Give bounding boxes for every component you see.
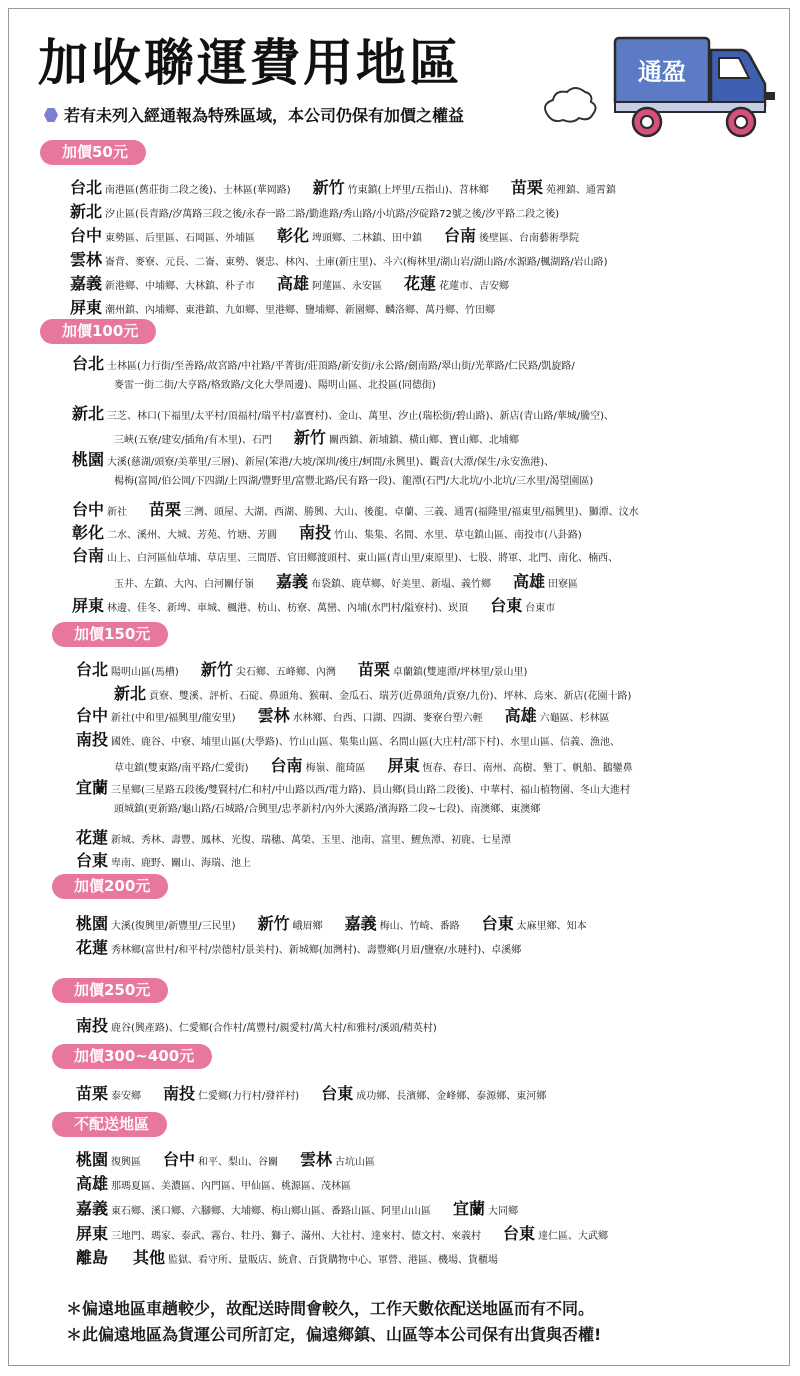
area-list: 尖石鄉、五峰鄉、內灣 [235,667,336,678]
area-list: 汐止區(長青路/汐萬路三段之後/永春一路二路/勤進路/秀山路/小坑路/汐碇路72號之後/汐平路二段之後) [105,209,560,220]
area-list: 台東市 [525,603,556,614]
city-name: 新竹 [293,428,326,447]
city-name: 高雄 [76,1174,109,1193]
area-line [76,1084,546,1107]
area-line [70,274,509,297]
area-list: 東石鄉、溪口鄉、六腳鄉、大埔鄉、梅山鄉山區、番路山區、阿里山山區 [111,1206,432,1217]
area-list: 田寮區 [548,579,579,590]
area-list: 新城、秀林、壽豐、鳳林、光復、瑞穗、萬榮、玉里、池南、富里、鯉魚潭、初鹿、七星潭 [111,835,512,846]
surcharge-badge: 加價300~400元 [52,1044,212,1069]
area-list: 卑南、鹿野、關山、海瑞、池上 [111,858,252,869]
area-list: 大溪(慈湖/頭寮/美華里/三層)、新屋(笨港/大坡/深圳/後庄/蚵間/永興里)、觀音(大潭/保生/永安漁港)、 [107,457,555,468]
page-title: 加收聯運費用地區 [38,34,462,92]
city-name: 台中 [76,706,109,725]
area-line [76,1174,351,1197]
area-list: 峨眉鄉 [292,921,323,932]
area-list: 竹東鎮(上坪里/五指山)、苕林鄉 [347,185,489,196]
city-name: 花蓮 [76,938,109,957]
area-list: 新社 [107,507,128,518]
city-name: 屏東 [387,756,420,775]
city-name: 彰化 [72,523,105,542]
area-line [114,428,519,451]
city-name: 桃園 [72,450,105,469]
city-name: 台東 [503,1224,536,1243]
area-list: 三峽(五寮/建安/插角/有木里)、石門 [114,435,272,446]
area-line [76,778,630,801]
area-line [70,178,616,201]
city-name: 台東 [490,596,523,615]
area-line [72,500,639,523]
city-name: 嘉義 [76,1199,109,1218]
area-list: 新港鄉、中埔鄉、大林鎮、朴子市 [105,281,256,292]
area-line [76,660,527,683]
area-line [70,298,495,321]
area-list: 布袋鎮、鹿草鄉、好美里、新塭、義竹鄉 [311,579,492,590]
city-name: 苗栗 [76,1084,109,1103]
city-name: 苗栗 [510,178,543,197]
area-line [114,756,633,779]
city-name: 台南 [72,546,105,565]
city-name: 嘉義 [70,274,103,293]
area-list: 六龜區、杉林區 [539,713,610,724]
area-line [114,684,631,707]
city-name: 台南 [270,756,303,775]
note-remote-delivery: ＊偏遠地區車趟較少，故配送時間會較久，工作天數依配送地區而有不同。 [66,1299,595,1318]
area-list: 水林鄉、台西、口湖、四湖、麥寮台塑六輕 [292,713,483,724]
area-list: 陽明山區(馬槽) [111,667,179,678]
city-name: 台南 [444,226,477,245]
city-name: 花蓮 [404,274,437,293]
area-list: 梅嶺、龍琦區 [305,763,366,774]
surcharge-badge: 加價50元 [40,140,146,165]
area-line [70,250,607,273]
area-line [76,1016,437,1039]
city-name: 離島 [76,1248,109,1267]
area-list: 恆春、春日、南州、高樹、墾丁、帆船、鵝鑾鼻 [422,763,633,774]
city-name: 雲林 [70,250,103,269]
area-line [70,202,559,225]
area-list: 麥雷一街二街/大亨路/格致路/文化大學周邊)、陽明山區、北投區(同德街) [114,380,436,391]
city-name: 台中 [72,500,105,519]
area-list: 南港區(舊莊街二段之後)、士林區(華岡路) [105,185,291,196]
subtitle-text: 若有未列入經通報為特殊區域，本公司仍保有加價之權益 [64,106,465,125]
city-name: 彰化 [277,226,310,245]
area-line [76,1224,608,1247]
surcharge-badge: 加價100元 [40,319,156,344]
city-name: 南投 [299,523,332,542]
area-line [76,1248,498,1271]
area-list: 山上、白河區仙草埔、草店里、三間厝、官田鄉渡頭村、東山區(青山里/東原里)、七股、將軍、北門、南化、楠西、 [107,553,619,564]
area-list: 那瑪夏區、美濃區、內門區、甲仙區、桃源區、茂林區 [111,1181,352,1192]
area-line [72,354,575,377]
area-line [76,1199,518,1222]
area-list: 秀林鄉(富世村/和平村/崇德村/景美村)、新城鄉(加灣村)、壽豐鄉(月眉/鹽寮/水璉村)、卓溪鄉 [111,945,522,956]
city-name: 台中 [70,226,103,245]
city-name: 南投 [76,1016,109,1035]
city-name: 南投 [163,1084,196,1103]
area-list: 成功鄉、長濱鄉、金峰鄉、泰源鄉、東河鄉 [356,1091,547,1102]
truck-label: 通盈 [638,58,686,86]
city-name: 嘉義 [276,572,309,591]
city-name: 台東 [321,1084,354,1103]
area-list: 梅山、竹崎、番路 [379,921,460,932]
area-line [114,800,540,820]
city-name: 宜蘭 [76,778,109,797]
area-list: 潮州鎮、內埔鄉、東港鎮、九如鄉、里港鄉、鹽埔鄉、新園鄉、麟洛鄉、萬丹鄉、竹田鄉 [105,305,496,316]
area-line [76,851,251,874]
surcharge-badge: 加價150元 [52,622,168,647]
area-list: 監獄、看守所、量販店、統倉、百貨購物中心、軍營、港區、機場、貨櫃場 [168,1255,499,1266]
area-line [76,1150,375,1173]
area-list: 阿蓮區、永安區 [312,281,383,292]
city-name: 台東 [481,914,514,933]
city-name: 新竹 [257,914,290,933]
city-name: 其他 [133,1248,166,1267]
city-name: 高雄 [504,706,537,725]
area-line [76,828,511,851]
area-list: 頭城鎮(更新路/龜山路/石城路/合興里/忠孝新村/內外大溪路/濱海路二段~七段)、南澳鄉、東澳鄉 [114,804,541,815]
area-list: 新社(中和里/福興里/龍安里) [111,713,236,724]
surcharge-badge: 不配送地區 [52,1112,167,1137]
city-name: 台北 [70,178,103,197]
city-name: 屏東 [72,596,105,615]
area-line [76,938,521,961]
area-line [72,450,554,473]
area-list: 三星鄉(三星路五段後/雙賢村/仁和村/中山路以西/電力路)、員山鄉(員山路二段後)、中華村、福山植物園、冬山大進村 [111,785,631,796]
city-name: 苗栗 [357,660,390,679]
area-list: 竹山、集集、名間、水里、草屯鎮山區、南投市(八卦路) [334,530,582,541]
city-name: 雲林 [300,1150,333,1169]
area-list: 苑裡鎮、通霄鎮 [545,185,616,196]
area-list: 三地門、瑪家、泰武、霧台、牡丹、獅子、滿州、大社村、達來村、德文村、來義村 [111,1231,482,1242]
area-list: 泰安鄉 [111,1091,142,1102]
area-list: 仁愛鄉(力行村/發祥村) [198,1091,300,1102]
area-list: 士林區(力行街/至善路/故宮路/中社路/平菁街/莊頂路/新安街/永公路/劍南路/翠山街/光華路/仁民路/凱旋路/ [107,361,575,372]
area-line [76,706,610,729]
area-line [72,523,582,546]
area-line [70,226,579,249]
city-name: 新北 [114,684,147,703]
city-name: 南投 [76,730,109,749]
area-list: 埤頭鄉、二林鎮、田中鎮 [312,233,423,244]
city-name: 宜蘭 [453,1199,486,1218]
city-name: 台北 [72,354,105,373]
city-name: 高雄 [513,572,546,591]
city-name: 屏東 [70,298,103,317]
city-name: 桃園 [76,1150,109,1169]
area-list: 古坑山區 [335,1157,376,1168]
area-list: 楊梅(富岡/伯公岡/下四湖/上四湖/豐野里/富豐北路/民有路一段)、龍潭(石門/大北坑/小北坑/三水里/渴望園區) [114,476,594,487]
surcharge-badge: 加價250元 [52,978,168,1003]
page-subtitle [44,103,464,126]
area-line [114,376,436,396]
area-list: 玉井、左鎮、大內、白河關仔嶺 [114,579,254,590]
area-list: 東勢區、后里區、石岡區、外埔區 [105,233,256,244]
area-list: 草屯鎮(雙東路/南平路/仁愛街) [114,763,249,774]
area-list: 達仁區、大武鄉 [538,1231,609,1242]
surcharge-badge: 加價200元 [52,874,168,899]
city-name: 新竹 [312,178,345,197]
city-name: 台中 [163,1150,196,1169]
hexagon-bullet-icon [44,108,58,122]
delivery-truck-icon [535,36,780,148]
city-name: 新竹 [200,660,233,679]
city-name: 雲林 [257,706,290,725]
area-list: 三灣、頭屋、大湖、西湖、勝興、大山、後龍、卓蘭、三義、通霄(福隆里/福東里/福興里)、獅潭、汶水 [184,507,639,518]
area-line [72,546,618,569]
area-list: 三芝、林口(下福里/太平村/頂福村/瑞平村/嘉寶村)、金山、萬里、汐止(瑞松街/碧山路)、新店(青山路/華城/騰空)、 [107,411,615,422]
city-name: 新北 [72,404,105,423]
area-list: 二水、溪州、大城、芳苑、竹塘、芳圓 [107,530,278,541]
area-list: 大溪(復興里/新豐里/三民里) [111,921,236,932]
city-name: 桃園 [76,914,109,933]
area-list: 大同鄉 [488,1206,519,1217]
area-list: 後壁區、台南藝術學院 [479,233,580,244]
area-line [72,404,614,427]
area-list: 復興區 [111,1157,142,1168]
area-line [114,472,593,492]
area-list: 林邊、佳冬、新埤、車城、楓港、枋山、枋寮、萬巒、內埔(水門村/隘寮村)、崁頂 [107,603,469,614]
city-name: 台東 [76,851,109,870]
area-list: 貢寮、雙溪、評析、石碇、鼻頭角、猴硐、金瓜石、瑞芳(近鼻頭角/貢寮/九份)、坪林、烏來、新店(花園十路) [149,691,632,702]
area-list: 和平、梨山、谷關 [198,1157,279,1168]
area-list: 鹿谷(興產路)、仁愛鄉(合作村/萬豐村/親愛村/萬大村/和雅村/溪頭/精英村) [111,1023,437,1034]
city-name: 高雄 [277,274,310,293]
area-list: 關西鎮、新埔鎮、橫山鄉、寶山鄉、北埔鄉 [328,435,519,446]
note-carrier-policy: ＊此偏遠地區為貨運公司所訂定，偏遠鄉鎮、山區等本公司保有出貨與否權! [66,1325,602,1344]
area-list: 太麻里鄉、知本 [516,921,587,932]
speed-cloud-icon [545,88,596,122]
city-name: 花蓮 [76,828,109,847]
area-line [114,572,578,595]
city-name: 屏東 [76,1224,109,1243]
area-list: 國姓、鹿谷、中寮、埔里山區(大學路)、竹山山區、集集山區、名間山區(大庄村/部下村)、水里山區、信義、漁池、 [111,737,620,748]
area-line [76,730,620,753]
area-list: 花蓮市、吉安鄉 [439,281,510,292]
area-list: 卓蘭鎮(雙連潭/坪林里/景山里) [392,667,528,678]
city-name: 苗栗 [149,500,182,519]
city-name: 嘉義 [344,914,377,933]
city-name: 新北 [70,202,103,221]
city-name: 台北 [76,660,109,679]
area-line [76,914,587,937]
area-list: 崙背、麥寮、元長、二崙、東勢、褒忠、林內、土庫(新庄里)、斗六(梅林里/湖山岩/湖山路/水源路/楓湖路/岩山路) [105,257,608,268]
area-line [72,596,555,619]
